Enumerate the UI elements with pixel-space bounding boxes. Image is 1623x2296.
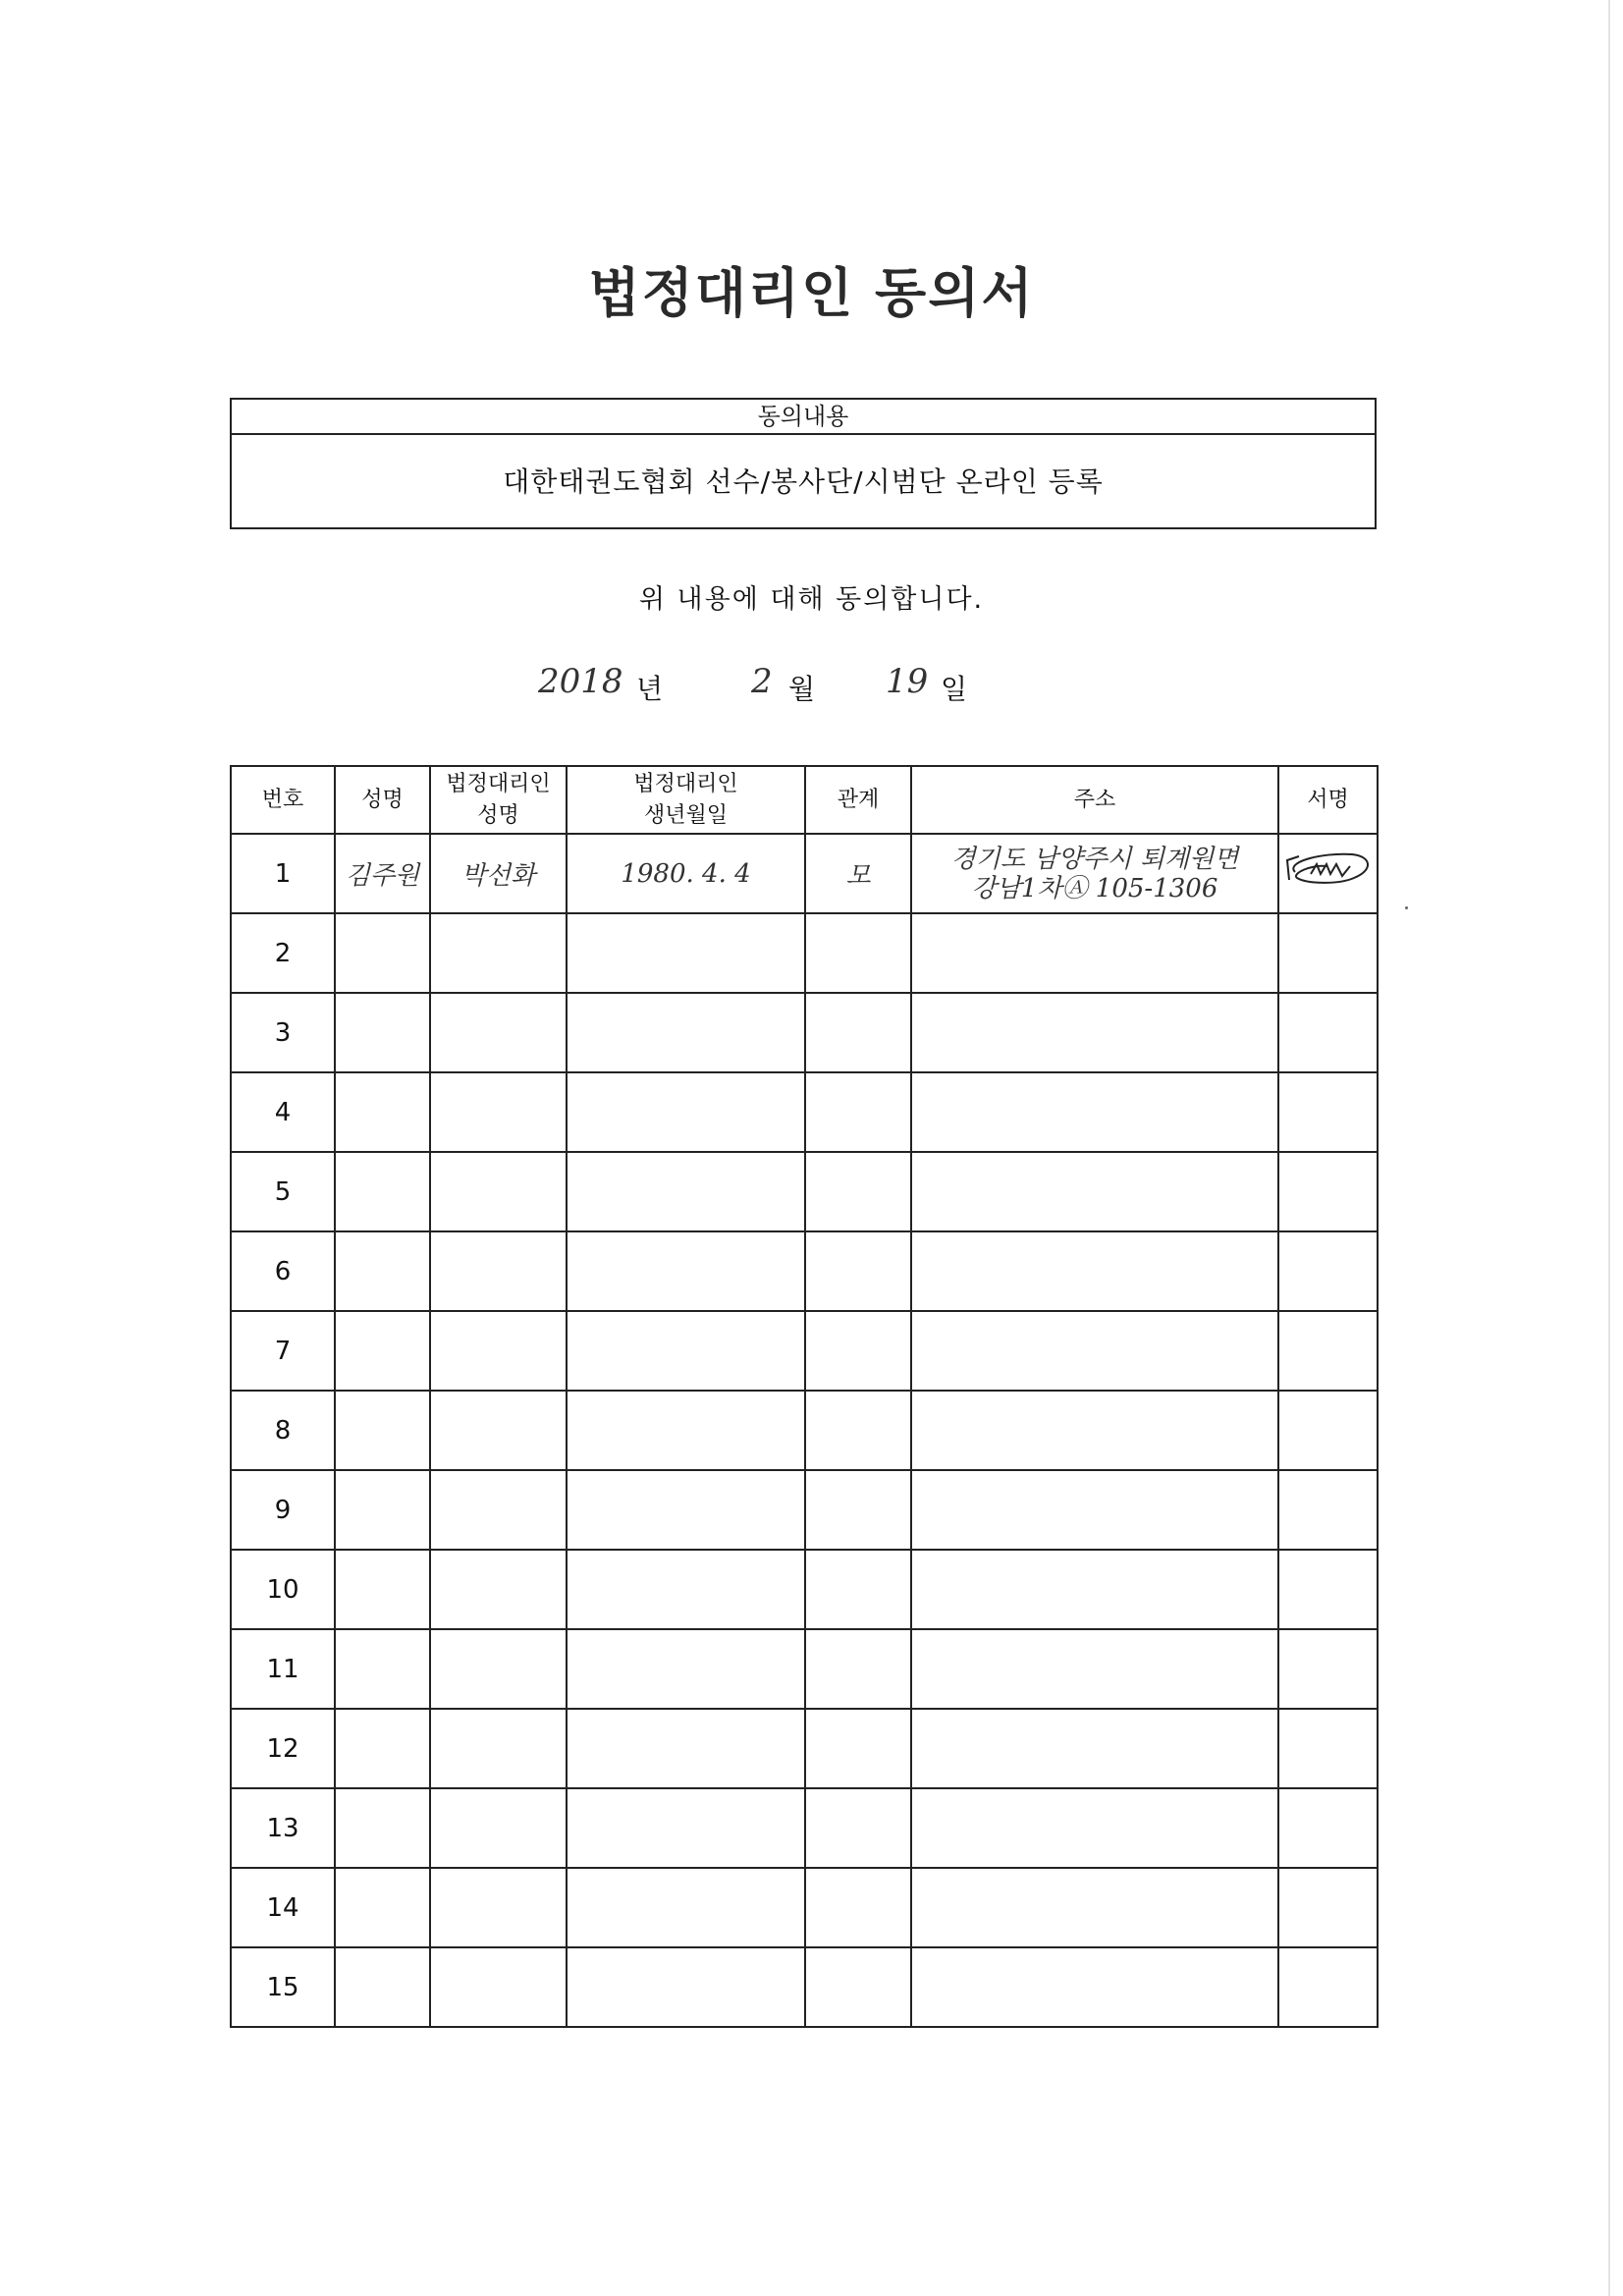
table-row <box>231 993 1378 1072</box>
header-address: 주소 <box>911 766 1278 834</box>
header-number: 번호 <box>231 766 335 834</box>
row-number: 12 <box>231 1709 335 1788</box>
row-number: 13 <box>231 1788 335 1868</box>
table-row <box>231 913 1378 993</box>
header-relation: 관계 <box>805 766 911 834</box>
consent-box <box>230 398 1377 529</box>
date-day-value: 19 <box>886 662 929 701</box>
rep-birth: 1980. 4. 4 <box>567 834 805 913</box>
row-number: 6 <box>231 1231 335 1311</box>
rep-name: 박선화 <box>430 834 567 913</box>
relation: 모 <box>805 834 911 913</box>
table-row <box>231 1391 1378 1470</box>
registration-table <box>230 765 1379 2028</box>
date-month-label: 월 <box>788 673 816 705</box>
table-row <box>231 1788 1378 1868</box>
date-line <box>0 660 1623 719</box>
row-number: 7 <box>231 1311 335 1391</box>
row-number: 10 <box>231 1550 335 1629</box>
table-row <box>231 1311 1378 1391</box>
row-number: 15 <box>231 1947 335 2027</box>
table-row <box>231 1709 1378 1788</box>
row-number: 9 <box>231 1470 335 1550</box>
date-year-value: 2018 <box>538 662 623 701</box>
table-row <box>231 1231 1378 1311</box>
header-signature: 서명 <box>1278 766 1378 834</box>
date-month-value: 2 <box>751 662 773 701</box>
row-number: 8 <box>231 1391 335 1470</box>
date-day-label: 일 <box>941 673 968 705</box>
date-year-label: 년 <box>636 673 664 705</box>
table-row <box>231 1152 1378 1231</box>
row-number: 3 <box>231 993 335 1072</box>
address: 경기도 남양주시 퇴계원면 강남1차Ⓐ 105-1306 <box>911 834 1278 913</box>
row-number: 4 <box>231 1072 335 1152</box>
handwritten-signature <box>1281 848 1376 892</box>
table-row <box>231 1072 1378 1152</box>
scan-edge-shadow <box>1608 0 1610 2296</box>
consent-header: 동의내용 <box>232 400 1375 435</box>
document-title: 법정대리인 동의서 <box>588 261 1035 324</box>
table-header-row <box>231 766 1378 834</box>
agreement-statement: 위 내용에 대해 동의합니다. <box>638 584 985 615</box>
table-row <box>231 1868 1378 1947</box>
student-name: 김주원 <box>335 834 430 913</box>
scan-speck <box>1405 906 1408 909</box>
row-number: 1 <box>231 834 335 913</box>
row-number: 14 <box>231 1868 335 1947</box>
header-rep-birth: 법정대리인 생년월일 <box>567 766 805 834</box>
row-number: 2 <box>231 913 335 993</box>
header-name: 성명 <box>335 766 430 834</box>
signature-cell <box>1278 834 1378 913</box>
header-rep-name: 법정대리인 성명 <box>430 766 567 834</box>
table-row <box>231 1470 1378 1550</box>
row-number: 11 <box>231 1629 335 1709</box>
table-row <box>231 1629 1378 1709</box>
consent-content: 대한태권도협회 선수/봉사단/시범단 온라인 등록 <box>503 465 1104 498</box>
table-row <box>231 1550 1378 1629</box>
table-row <box>231 834 1378 913</box>
table-row <box>231 1947 1378 2027</box>
row-number: 5 <box>231 1152 335 1231</box>
